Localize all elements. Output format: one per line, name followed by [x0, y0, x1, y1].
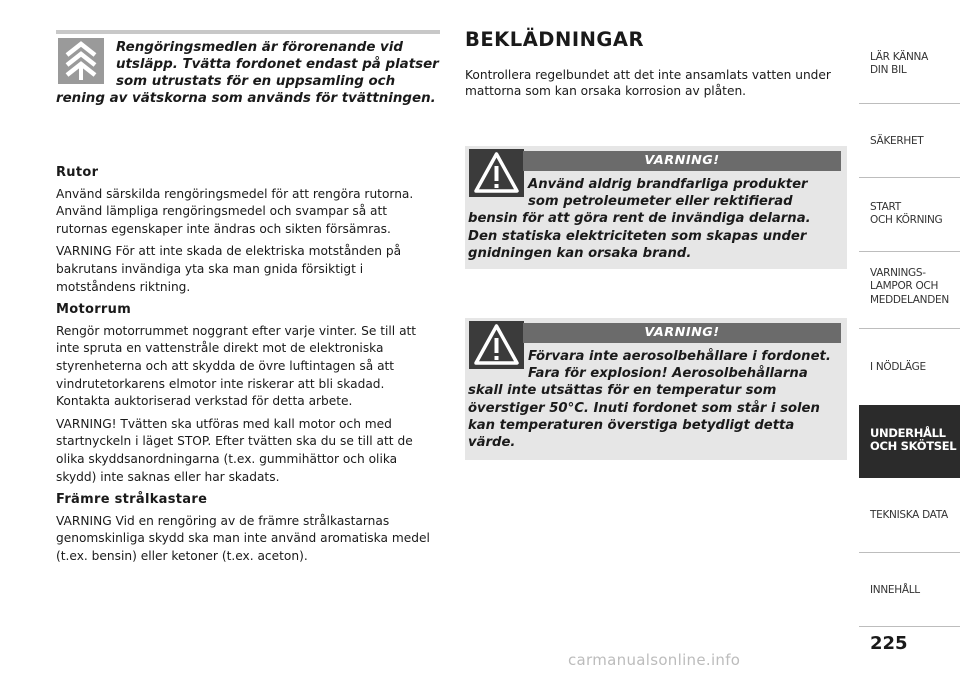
sidebar-divider: [859, 626, 960, 627]
intro-paragraph: Kontrollera regelbundet att det inte ansamlats vatten under mattorna som kan orsaka korrosion av plåten.: [465, 68, 831, 98]
sidebar-item-lar-kanna[interactable]: LÄR KÄNNA DIN BIL: [859, 30, 960, 103]
section-heading-engine: Motorrum: [56, 302, 132, 318]
sidebar-item-underhall[interactable]: UNDERHÅLL OCH SKÖTSEL: [859, 405, 960, 478]
page-title: BEKLÄDNINGAR: [465, 28, 645, 51]
watermark-text: carmanualsonline.info: [568, 651, 741, 669]
sidebar-item-varningslampor[interactable]: VARNINGS- LAMPOR OCH MEDDELANDEN: [859, 252, 960, 328]
page-number: 225: [870, 633, 908, 654]
left-column: [56, 164, 441, 570]
chapter-sidebar: [859, 0, 960, 630]
warning-label: VARNING!: [523, 151, 841, 171]
sidebar-item-i-nodlage[interactable]: I NÖDLÄGE: [859, 329, 960, 404]
sidebar-item-sakerhet[interactable]: SÄKERHET: [859, 104, 960, 177]
engine-paragraph-2: VARNING! Tvätten ska utföras med kall motor och med startnyckeln i läget STOP. Efter tvätten ska du se till att de olika skyddsanordningarna (t.ex. gummihättor och olika skydd) inte saknas eller har skadats.: [56, 416, 413, 484]
sidebar-item-tekniska-data[interactable]: TEKNISKA DATA: [859, 479, 960, 552]
warning-text: Förvara inte aerosolbehållare i fordonet. Fara för explosion! Aerosolbehållarna skall inte utsättas för en temperatur som överstiger 50°C. Inuti fordonet som står i solen kan temperaturen överstiga betydligt detta värde.: [468, 349, 831, 451]
sidebar-item-innehall[interactable]: INNEHÅLL: [859, 553, 960, 626]
section-heading-headlights: Främre strålkastare: [56, 492, 208, 508]
headlights-paragraph-1: VARNING Vid en rengöring av de främre strålkastarnas genomskinliga skydd ska man inte använd aromatiska medel (t.ex. bensin) eller ketoner (t.ex. aceton).: [56, 513, 430, 563]
warning-box: [465, 318, 847, 460]
warning-label: VARNING!: [523, 323, 841, 343]
sidebar-item-start[interactable]: START OCH KÖRNING: [859, 178, 960, 251]
windows-paragraph-2: VARNING För att inte skada de elektriska motstånden på bakrutans invändiga yta ska man gnida försiktigt i motståndens riktning.: [56, 244, 402, 294]
environment-note-text: Rengöringsmedlen är förorenande vid utsläpp. Tvätta fordonet endast på platser som utrustats för en uppsamling och rening av vätskorna som används för tvättningen.: [56, 40, 439, 106]
warning-text: Använd aldrig brandfarliga produkter som petroleumeter eller rektifierad bensin för att göra rent de invändiga delarna. Den statiska elektriciteten som skapas under gnidningen kan orsaka brand.: [468, 177, 811, 261]
warning-box: [465, 146, 847, 269]
engine-paragraph-1: Rengör motorrummet noggrant efter varje vinter. Se till att inte spruta en vattenstråle direkt mot de elektroniska styrenheterna och att skydda de övre luftintagen så att vindrutetorkarens elmotor inte riskerar att bli skadad. Kontakta auktoriserad verkstad för detta arbete.: [56, 323, 417, 409]
section-heading-windows: Rutor: [56, 165, 99, 180]
windows-paragraph-1: Använd särskilda rengöringsmedel för att rengöra rutorna. Använd lämpliga rengöringsmedel och svampar så att rutornas egenskaper inte ändras och sikten försämras.: [56, 186, 414, 236]
environment-note-rule: [56, 30, 440, 34]
